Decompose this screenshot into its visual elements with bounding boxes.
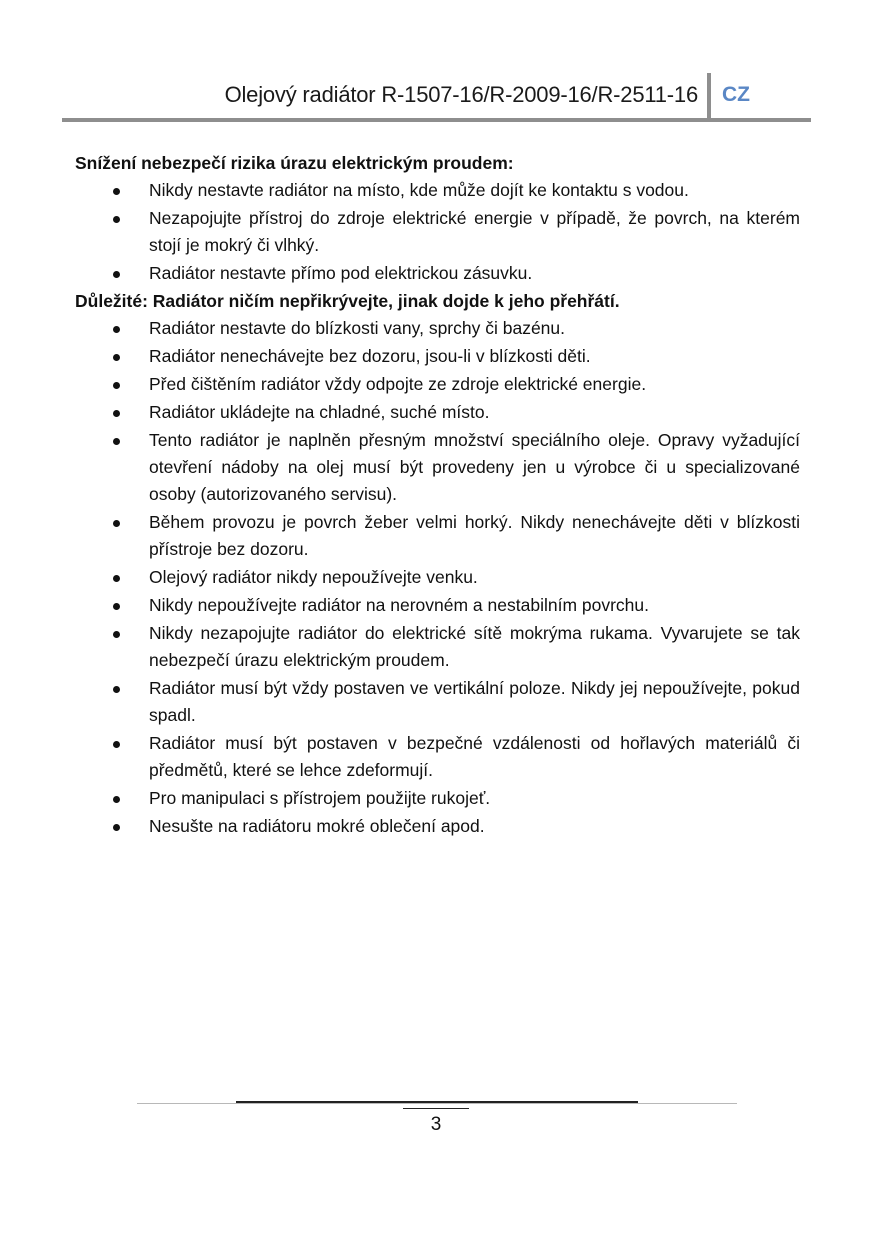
list-item [75, 730, 800, 784]
list-item-text: Nesušte na radiátoru mokré oblečení apod. [149, 816, 485, 836]
bullet-icon [113, 631, 120, 638]
list-item [75, 343, 800, 370]
footer-rule [137, 1103, 737, 1104]
document-body [75, 150, 800, 841]
bullet-icon [113, 796, 120, 803]
bullet-icon [113, 216, 120, 223]
header-rule [62, 118, 811, 122]
header-divider [707, 73, 711, 118]
bullet-icon [113, 520, 120, 527]
list-item [75, 675, 800, 729]
list-item [75, 785, 800, 812]
page-number-rule [403, 1108, 469, 1109]
bullet-icon [113, 354, 120, 361]
list-item [75, 315, 800, 342]
list-item [75, 177, 800, 204]
list-item [75, 509, 800, 563]
list-item [75, 813, 800, 840]
bullet-list [75, 315, 800, 840]
list-item-text: Radiátor nestavte do blízkosti vany, sprchy či bazénu. [149, 318, 566, 338]
bullet-icon [113, 741, 120, 748]
section-heading: Důležité: Radiátor ničím nepřikrývejte, jinak dojde k jeho přehřátí. [75, 291, 620, 311]
page-header [0, 0, 874, 130]
page-number: 3 [430, 1114, 442, 1135]
list-item [75, 260, 800, 287]
bullet-icon [113, 326, 120, 333]
list-item [75, 371, 800, 398]
list-item-text: Nezapojujte přístroj do zdroje elektrické energie v případě, že povrch, na kterém stojí je mokrý či vlhký. [149, 208, 800, 255]
list-item [75, 205, 800, 259]
list-item-text: Radiátor musí být vždy postaven ve vertikální poloze. Nikdy jej nepoužívejte, pokud spadl. [149, 678, 800, 725]
list-item-text: Pro manipulaci s přístrojem použijte rukojeť. [149, 788, 491, 808]
document-title: Olejový radiátor R-1507-16/R-2009-16/R-2511-16 [224, 82, 698, 107]
bullet-icon [113, 603, 120, 610]
bullet-icon [113, 188, 120, 195]
list-item-text: Nikdy nestavte radiátor na místo, kde může dojít ke kontaktu s vodou. [149, 180, 689, 200]
list-item [75, 399, 800, 426]
list-item-text: Olejový radiátor nikdy nepoužívejte venku. [149, 567, 478, 587]
bullet-icon [113, 824, 120, 831]
section-electric-shock [75, 150, 800, 287]
section-important [75, 288, 800, 840]
list-item [75, 620, 800, 674]
bullet-icon [113, 575, 120, 582]
language-code: CZ [722, 83, 750, 106]
list-item-text: Radiátor nestavte přímo pod elektrickou zásuvku. [149, 263, 533, 283]
list-item-text: Radiátor musí být postaven v bezpečné vzdálenosti od hořlavých materiálů či předmětů, které se lehce zdeformují. [149, 733, 800, 780]
list-item-text: Radiátor ukládejte na chladné, suché místo. [149, 402, 490, 422]
list-item-text: Tento radiátor je naplněn přesným množství speciálního oleje. Opravy vyžadující otevření nádoby na olej musí být provedeny jen u výrobce či u specializované osoby (autorizovaného servisu). [149, 430, 800, 504]
list-item-text: Radiátor nenechávejte bez dozoru, jsou-li v blízkosti děti. [149, 346, 591, 366]
footer-rule-accent [236, 1101, 638, 1103]
list-item [75, 564, 800, 591]
bullet-icon [113, 271, 120, 278]
bullet-icon [113, 438, 120, 445]
bullet-list [75, 177, 800, 287]
list-item [75, 427, 800, 508]
section-heading: Snížení nebezpečí rizika úrazu elektrickým proudem: [75, 153, 514, 173]
bullet-icon [113, 686, 120, 693]
list-item-text: Nikdy nepoužívejte radiátor na nerovném a nestabilním povrchu. [149, 595, 649, 615]
list-item [75, 592, 800, 619]
list-item-text: Během provozu je povrch žeber velmi horký. Nikdy nenechávejte děti v blízkosti přístroje bez dozoru. [149, 512, 800, 559]
bullet-icon [113, 410, 120, 417]
bullet-icon [113, 382, 120, 389]
list-item-text: Nikdy nezapojujte radiátor do elektrické sítě mokrýma rukama. Vyvarujete se tak nebezpečí úrazu elektrickým proudem. [149, 623, 800, 670]
list-item-text: Před čištěním radiátor vždy odpojte ze zdroje elektrické energie. [149, 374, 647, 394]
